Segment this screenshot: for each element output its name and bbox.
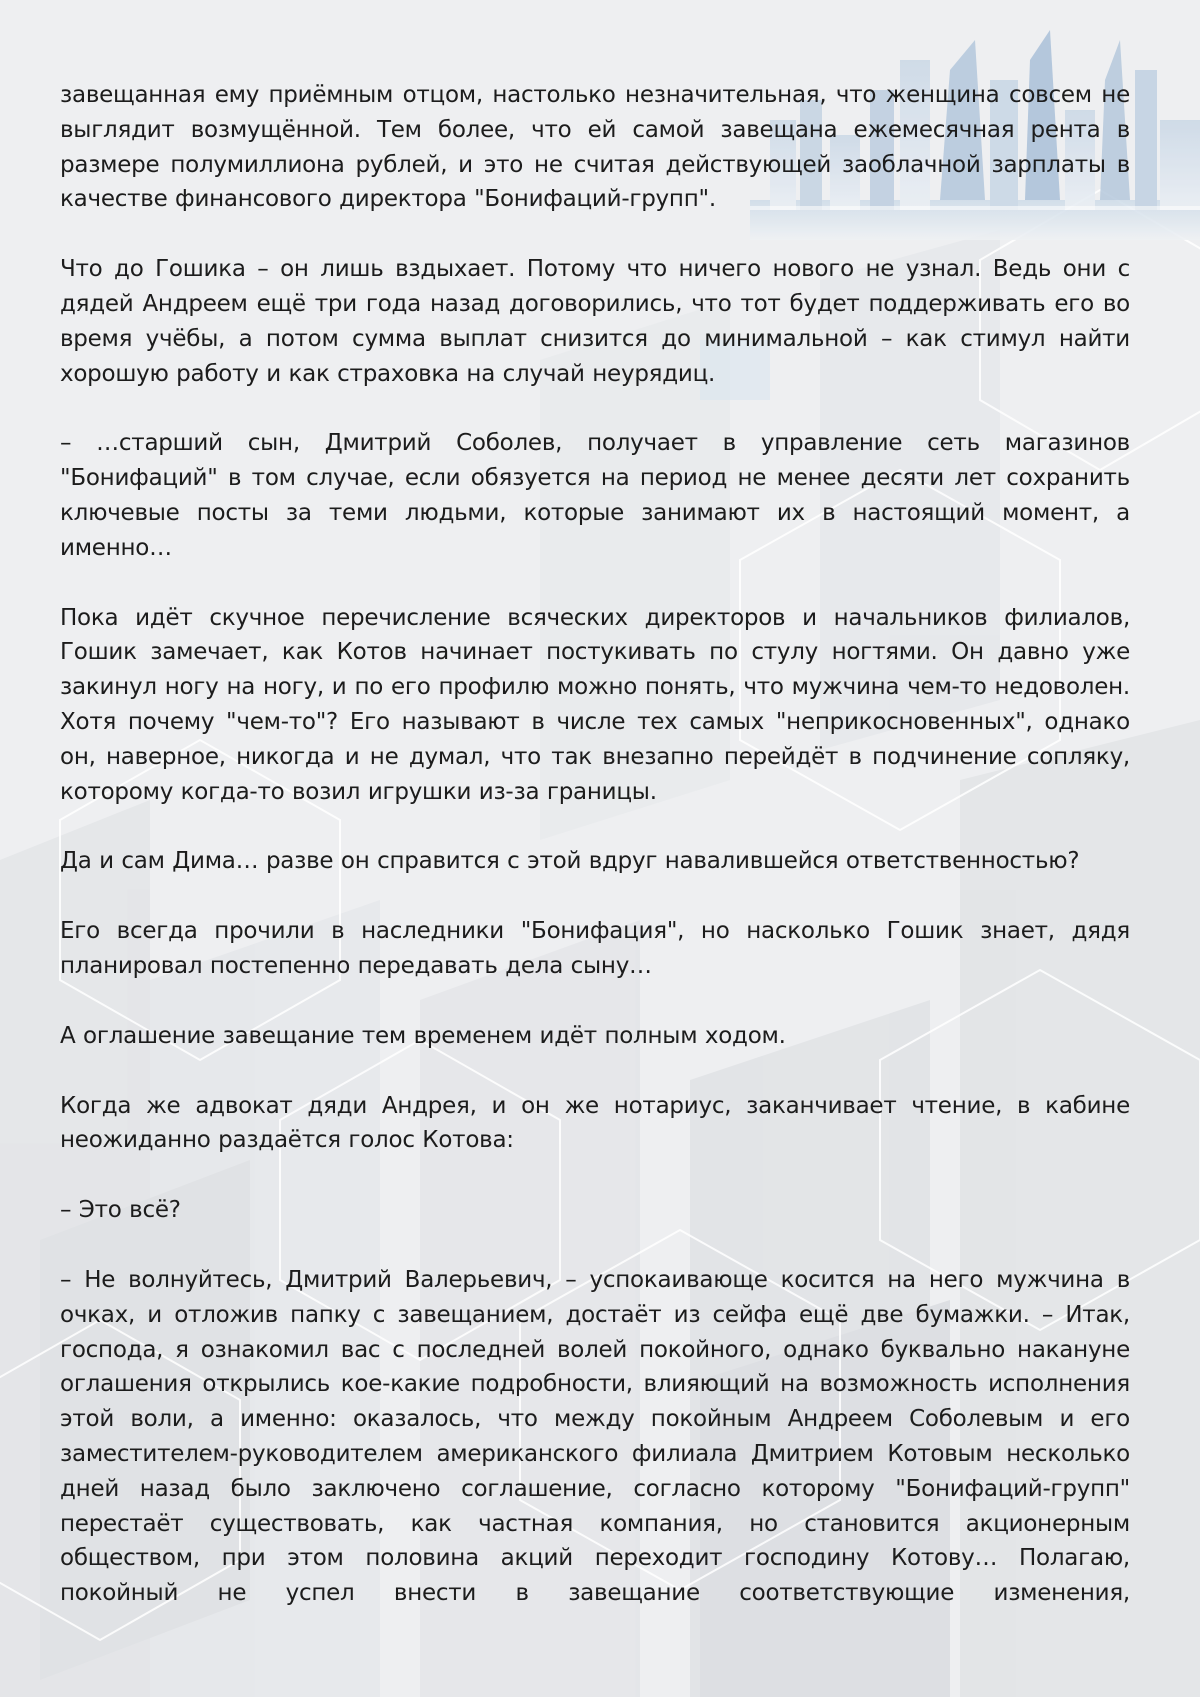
paragraph: Его всегда прочили в наследники "Бонифация", но насколько Гошик знает, дядя планировал постепенно передавать дела сыну…: [60, 918, 1130, 979]
paragraph: – …старший сын, Дмитрий Соболев, получает в управление сеть магазинов "Бонифаций" в том случае, если обязуется на период не менее десяти лет сохранить ключевые посты за теми людьми, которые занимают их в настоящий момент, а именно…: [60, 430, 1130, 561]
paragraph: завещанная ему приёмным отцом, настолько незначительная, что женщина совсем не выглядит возмущённой. Тем более, что ей самой завещана ежемесячная рента в размере полумиллиона рублей, и это не считая действующей заоблачной зарплаты в качестве финансового директора "Бонифаций-групп".: [60, 82, 1130, 213]
paragraph: Пока идёт скучное перечисление всяческих директоров и начальников филиалов, Гошик замечает, как Котов начинает постукивать по стулу ногтями. Он давно уже закинул ногу на ногу, и по его профилю можно понять, что мужчина чем-то недоволен. Хотя почему "чем-то"? Его называют в числе тех самых "неприкосновенных", однако он, наверное, никогда и не думал, что так внезапно перейдёт в подчинение сопляку, которому когда-то возил игрушки из-за границы.: [60, 604, 1130, 805]
paragraph: Когда же адвокат дяди Андрея, и он же нотариус, заканчивает чтение, в кабине неожиданно раздаётся голос Котова:: [60, 1092, 1130, 1154]
paragraph: А оглашение завещание тем временем идёт полным ходом.: [60, 1022, 786, 1049]
paragraph: – Это всё?: [60, 1197, 181, 1224]
paragraph: Что до Гошика – он лишь вздыхает. Потому что ничего нового не узнал. Ведь они с дядей Андреем ещё три года назад договорились, что тот будет поддерживать его во время учёбы, а потом сумма выплат снизится до минимальной – как стимул найти хорошую работу и как страховка на случай неурядиц.: [60, 256, 1130, 387]
paragraph: Да и сам Дима… разве он справится с этой вдруг навалившейся ответственностью?: [60, 848, 1080, 875]
document-body: [60, 78, 1130, 1611]
paragraph: – Не волнуйтесь, Дмитрий Валерьевич, – успокаивающе косится на него мужчина в очках, и отложив папку с завещанием, достаёт из сейфа ещё две бумажки. – Итак, господа, я ознакомил вас с последней волей покойного, однако буквально накануне оглашения открылись кое-какие подробности, влияющий на возможность исполнения этой воли, а именно: оказалось, что между покойным Андреем Соболевым и его заместителем-руководителем американского филиала Дмитрием Котовым несколько дней назад было заключено соглашение, согласно которому "Бонифаций-групп" перестаёт существовать, как частная компания, но становится акционерным обществом, при этом половина акций переходит господину Котову… Полагаю, покойный не успел внести в завещание соответствующие изменения,: [60, 1266, 1130, 1607]
